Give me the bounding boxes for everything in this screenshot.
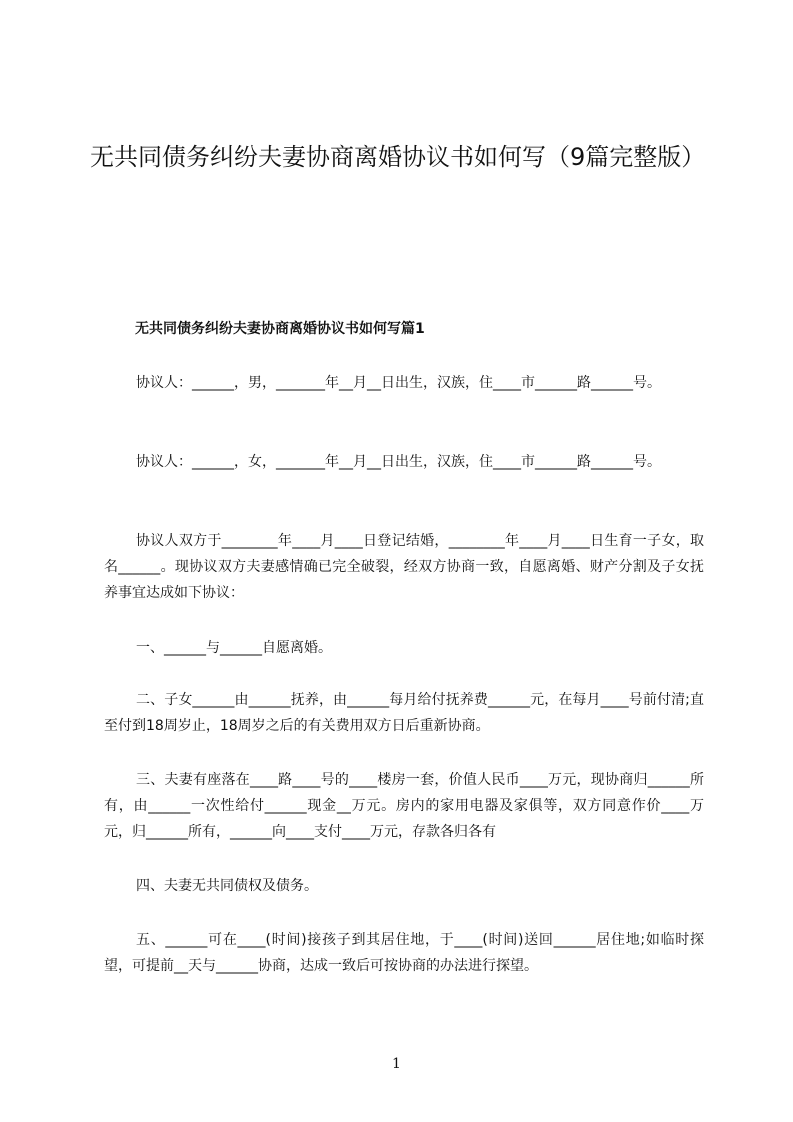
paragraph-clause-4: 四、夫妻无共同债权及债务。 xyxy=(136,878,318,894)
paragraph-clause-2: 二、子女______由______抚养，由______每月给付抚养费______元，在每月____号前付清;直至付到18周岁止，18周岁之后的有关费用双方日后重新协商。 xyxy=(104,692,704,734)
paragraph-clause-1: 一、______与______自愿离婚。 xyxy=(136,640,332,656)
document-title: 无共同债务纠纷夫妻协商离婚协议书如何写（9篇完整版） xyxy=(90,143,706,171)
paragraph-party-male: 协议人：______，男，_______年__月__日出生，汉族，住____市______路______号。 xyxy=(136,375,661,391)
section-heading: 无共同债务纠纷夫妻协商离婚协议书如何写篇1 xyxy=(135,321,425,337)
paragraph-clause-5: 五、______可在____(时间)接孩子到其居住地，于____(时间)送回______居住地;如临时探望，可提前__天与______协商，达成一致后可按协商的办法进行探望。 xyxy=(104,932,704,974)
paragraph-clause-3: 三、夫妻有座落在____路____号的____楼房一套，价值人民币____万元，现协商归______所有，由______一次性给付______现金__万元。房内的家用电器及家俱等，双方同意作价____万元，归______所有，______向____支付____万元，存款各归各有 xyxy=(104,772,704,840)
paragraph-party-female: 协议人：______，女，_______年__月__日出生，汉族，住____市______路______号。 xyxy=(136,454,661,470)
paragraph-marriage-intro: 协议人双方于________年____月____日登记结婚，________年____月____日生育一子女，取名______。现协议双方夫妻感情确已完全破裂，经双方协商一致，自愿离婚、财产分割及子女抚养事宜达成如下协议： xyxy=(104,533,704,601)
page-number: 1 xyxy=(392,1056,401,1072)
